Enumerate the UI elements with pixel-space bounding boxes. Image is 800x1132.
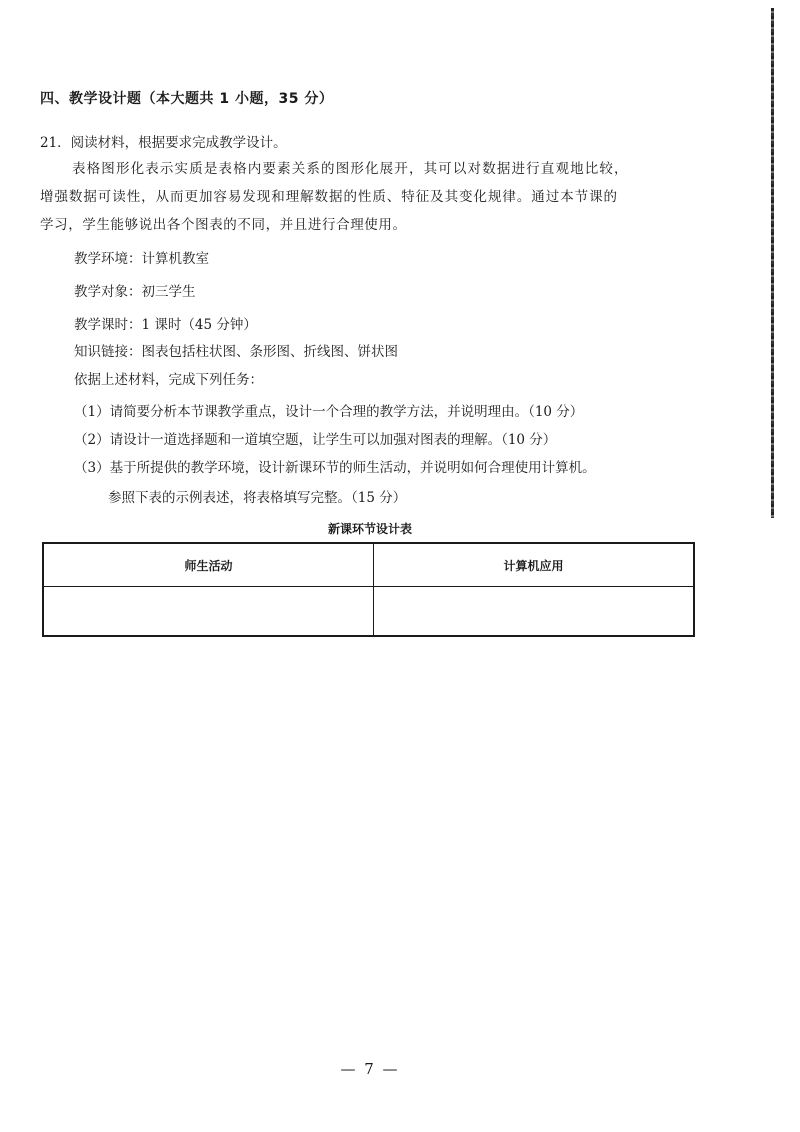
info-environment: 教学环境：计算机教室: [74, 251, 209, 267]
binding-edge: [771, 8, 774, 518]
table-header-row: [43, 543, 694, 587]
cell-computer-use: [374, 587, 695, 637]
header-computer-application: 计算机应用: [374, 543, 695, 587]
material-line-3: 学习，学生能够说出各个图表的不同，并且进行合理使用。: [40, 217, 407, 233]
question-title: 21．阅读材料，根据要求完成教学设计。: [40, 135, 287, 151]
info-duration: 教学课时：1 课时（45 分钟）: [74, 317, 257, 333]
page-number: — 7 —: [340, 1060, 400, 1078]
header-teacher-student-activity: 师生活动: [43, 543, 374, 587]
info-knowledge-link: 知识链接：图表包括柱状图、条形图、折线图、饼状图: [74, 344, 398, 360]
table-row: [43, 587, 694, 637]
task-1: （1）请简要分析本节课教学重点，设计一个合理的教学方法，并说明理由。（10 分）: [74, 404, 584, 420]
task-intro: 依据上述材料，完成下列任务：: [74, 372, 263, 388]
section-heading: 四、教学设计题（本大题共 1 小题，35 分）: [40, 91, 334, 107]
table-title: 新课环节设计表: [327, 522, 412, 536]
material-line-1: 表格图形化表示实质是表格内要素关系的图形化展开，其可以对数据进行直观地比较，: [72, 161, 629, 177]
material-line-2: 增强数据可读性，从而更加容易发现和理解数据的性质、特征及其变化规律。通过本节课的: [40, 189, 618, 205]
cell-activity: [43, 587, 374, 637]
design-table: [42, 542, 695, 637]
task-3-continued: 参照下表的示例表述，将表格填写完整。（15 分）: [108, 490, 407, 506]
task-2: （2）请设计一道选择题和一道填空题，让学生可以加强对图表的理解。（10 分）: [74, 432, 557, 448]
info-audience: 教学对象：初三学生: [74, 284, 196, 300]
task-3: （3）基于所提供的教学环境，设计新课环节的师生活动，并说明如何合理使用计算机。: [74, 460, 596, 476]
